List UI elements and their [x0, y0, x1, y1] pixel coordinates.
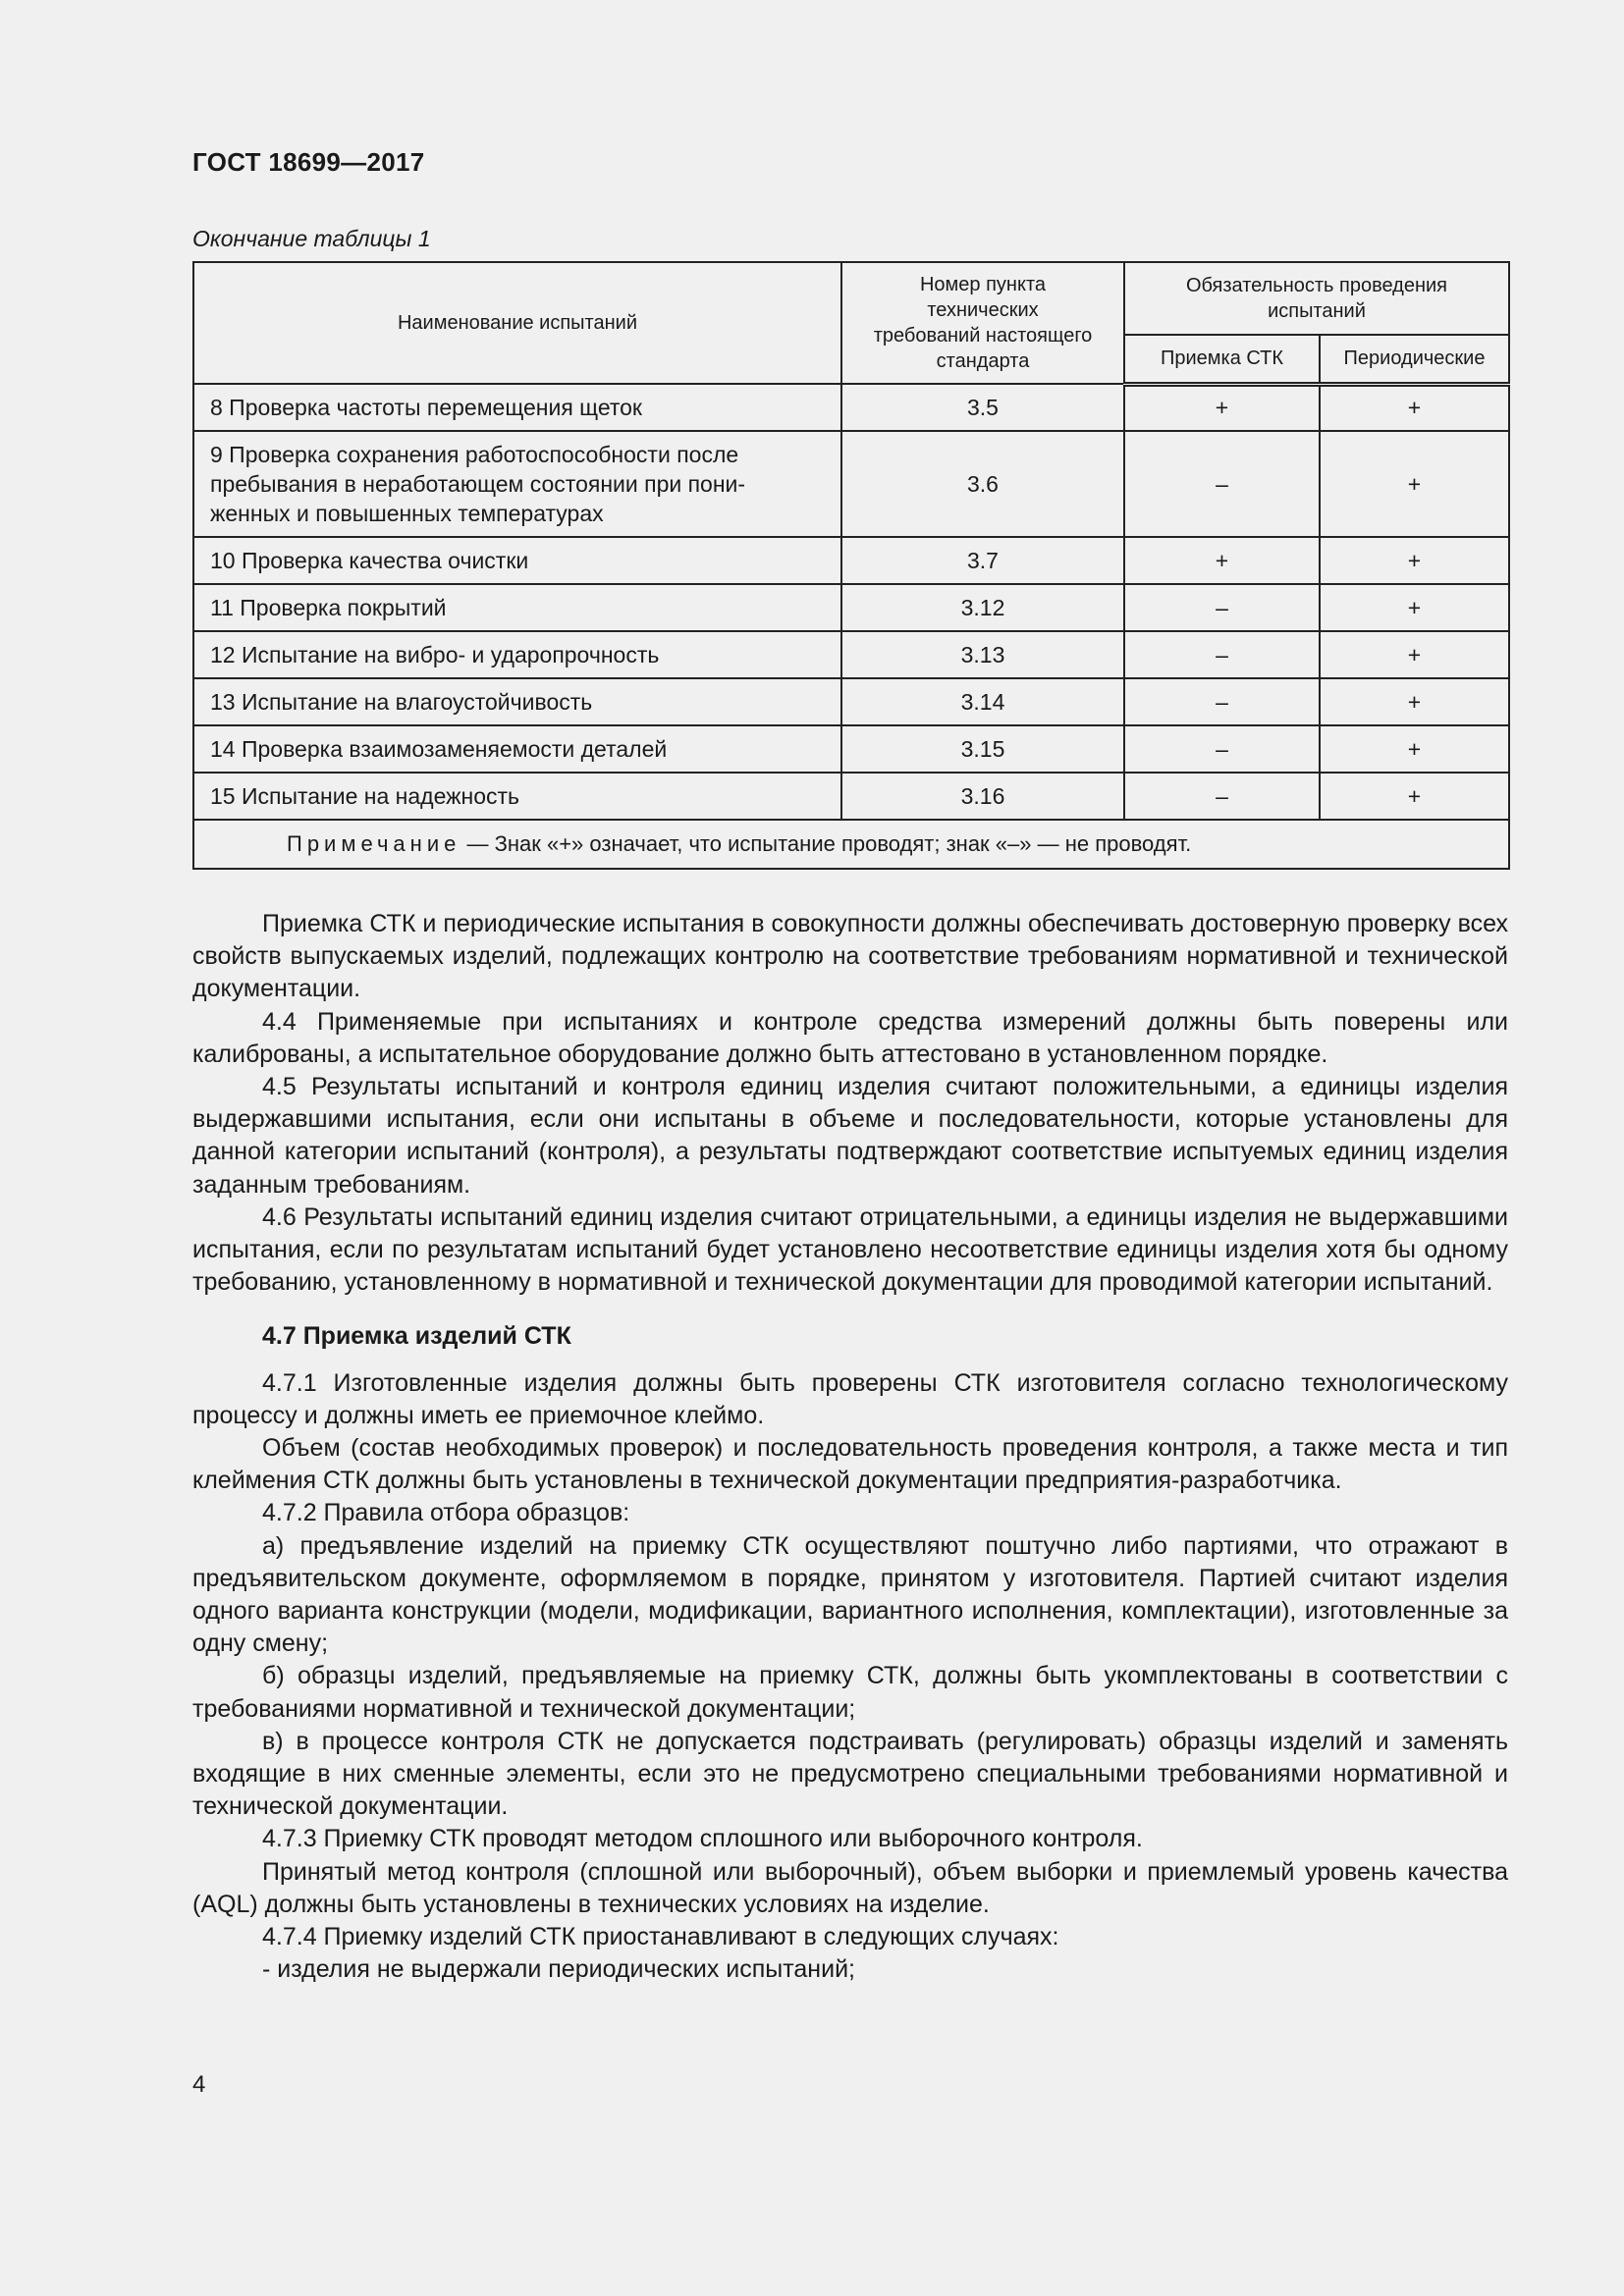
note-text: — Знак «+» означает, что испытание проводят; знак «–» — не проводят. — [460, 831, 1192, 856]
clause-number: 3.16 — [841, 773, 1124, 820]
list-item: - изделия не выдержали периодических испытаний; — [262, 1955, 855, 1984]
paragraph: 4.7.3 Приемку СТК проводят методом сплошного или выборочного контроля. — [262, 1825, 1143, 1853]
periodic-mark: + — [1320, 678, 1509, 725]
periodic-mark: + — [1320, 537, 1509, 584]
test-name: 11 Проверка покрытий — [193, 584, 841, 631]
header-test-name: Наименование испытаний — [193, 262, 841, 384]
test-name: 10 Проверка качества очистки — [193, 537, 841, 584]
header-mandatory: Обязательность проведения испытаний — [1124, 262, 1509, 335]
paragraph: Приемка СТК и периодические испытания в совокупности должны обеспечивать достоверную проверку всех свойств выпускаемых изделий, подлежащих контролю на соответствие требованиям нормативной и технической документации. — [192, 910, 1508, 1003]
test-name: 12 Испытание на вибро- и ударопрочность — [193, 631, 841, 678]
header-clause-number: Номер пункта технических требований настоящего стандарта — [841, 262, 1124, 384]
paragraph: б) образцы изделий, предъявляемые на приемку СТК, должны быть укомплектованы в соответствии с требованиями нормативной и технической документации; — [192, 1662, 1508, 1723]
test-name: 14 Проверка взаимозаменяемости деталей — [193, 725, 841, 773]
table-row — [193, 773, 1509, 820]
clause-number: 3.12 — [841, 584, 1124, 631]
table-row — [193, 537, 1509, 584]
acceptance-mark: – — [1124, 431, 1320, 537]
paragraph: Объем (состав необходимых проверок) и последовательность проведения контроля, а также места и тип клеймения СТК должны быть установлены в технической документации предприятия-разработчика. — [192, 1434, 1508, 1495]
clause-number: 3.5 — [841, 384, 1124, 431]
page-number: 4 — [192, 2071, 206, 2098]
table-caption: Окончание таблицы 1 — [192, 226, 431, 251]
note-label: Примечание — [287, 831, 461, 856]
test-name: 8 Проверка частоты перемещения щеток — [193, 384, 841, 431]
paragraph: Принятый метод контроля (сплошной или выборочный), объем выборки и приемлемый уровень качества (AQL) должны быть установлены в технических условиях на изделие. — [192, 1857, 1508, 1918]
acceptance-mark: + — [1124, 537, 1320, 584]
document-code: ГОСТ 18699—2017 — [192, 147, 425, 177]
body-text — [192, 908, 1508, 1987]
paragraph: 4.6 Результаты испытаний единиц изделия считают отрицательными, а единицы изделия не выдержавшими испытания, если по результатам испытаний будет установлено несоответствие единицы изделия хотя бы одному требованию, установленному в нормативной и технической документации для проводимой категории испытаний. — [192, 1202, 1508, 1297]
clause-number: 3.13 — [841, 631, 1124, 678]
periodic-mark: + — [1320, 631, 1509, 678]
table-row — [193, 678, 1509, 725]
acceptance-mark: – — [1124, 773, 1320, 820]
periodic-mark: + — [1320, 431, 1509, 537]
paragraph: в) в процессе контроля СТК не допускается подстраивать (регулировать) образцы изделий и заменять входящие в них сменные элементы, если это не предусмотрено специальными требованиями нормативной и технической документации. — [192, 1727, 1508, 1821]
paragraph: 4.7.4 Приемку изделий СТК приостанавливают в следующих случаях: — [262, 1923, 1059, 1951]
table-row — [193, 725, 1509, 773]
paragraph: а) предъявление изделий на приемку СТК осуществляют поштучно либо партиями, что отражают в предъявительском документе, оформляемом в порядке, принятом у изготовителя. Партией считают изделия одного варианта конструкции (модели, модификации, вариантного исполнения, комплектации), изготовленные за одну смену; — [192, 1531, 1508, 1658]
test-name: 15 Испытание на надежность — [193, 773, 841, 820]
section-title: 4.7 Приемка изделий СТК — [262, 1322, 571, 1351]
table-row — [193, 384, 1509, 431]
acceptance-mark: + — [1124, 384, 1320, 431]
periodic-mark: + — [1320, 725, 1509, 773]
paragraph: 4.5 Результаты испытаний и контроля единиц изделия считают положительными, а единицы изделия выдержавшими испытания, если они испытаны в объеме и последовательности, которые установлены для данной категории испытаний (контроля), а результаты подтверждают соответствие испытуемых единиц изделия заданным требованиям. — [192, 1073, 1508, 1199]
paragraph: 4.7.1 Изготовленные изделия должны быть проверены СТК изготовителя согласно технологическому процессу и должны иметь ее приемочное клеймо. — [192, 1368, 1508, 1429]
table-row — [193, 584, 1509, 631]
clause-number: 3.7 — [841, 537, 1124, 584]
paragraph: 4.7.2 Правила отбора образцов: — [262, 1499, 630, 1527]
table-note-row — [193, 820, 1509, 869]
periodic-mark: + — [1320, 584, 1509, 631]
table-note — [193, 820, 1509, 869]
acceptance-mark: – — [1124, 725, 1320, 773]
paragraph: 4.4 Применяемые при испытаниях и контроле средства измерений должны быть поверены или калиброваны, а испытательное оборудование должно быть аттестовано в установленном порядке. — [192, 1007, 1508, 1068]
clause-number: 3.6 — [841, 431, 1124, 537]
header-acceptance: Приемка СТК — [1124, 335, 1320, 384]
acceptance-mark: – — [1124, 631, 1320, 678]
clause-number: 3.14 — [841, 678, 1124, 725]
clause-number: 3.15 — [841, 725, 1124, 773]
test-name: 9 Проверка сохранения работоспособности после пребывания в неработающем состоянии при пони-женных и повышенных температурах — [193, 431, 841, 537]
periodic-mark: + — [1320, 384, 1509, 431]
periodic-mark: + — [1320, 773, 1509, 820]
acceptance-mark: – — [1124, 678, 1320, 725]
acceptance-mark: – — [1124, 584, 1320, 631]
table-row — [193, 631, 1509, 678]
tests-table — [192, 261, 1510, 870]
header-periodic: Периодические — [1320, 335, 1509, 384]
test-name: 13 Испытание на влагоустойчивость — [193, 678, 841, 725]
table-row — [193, 431, 1509, 537]
